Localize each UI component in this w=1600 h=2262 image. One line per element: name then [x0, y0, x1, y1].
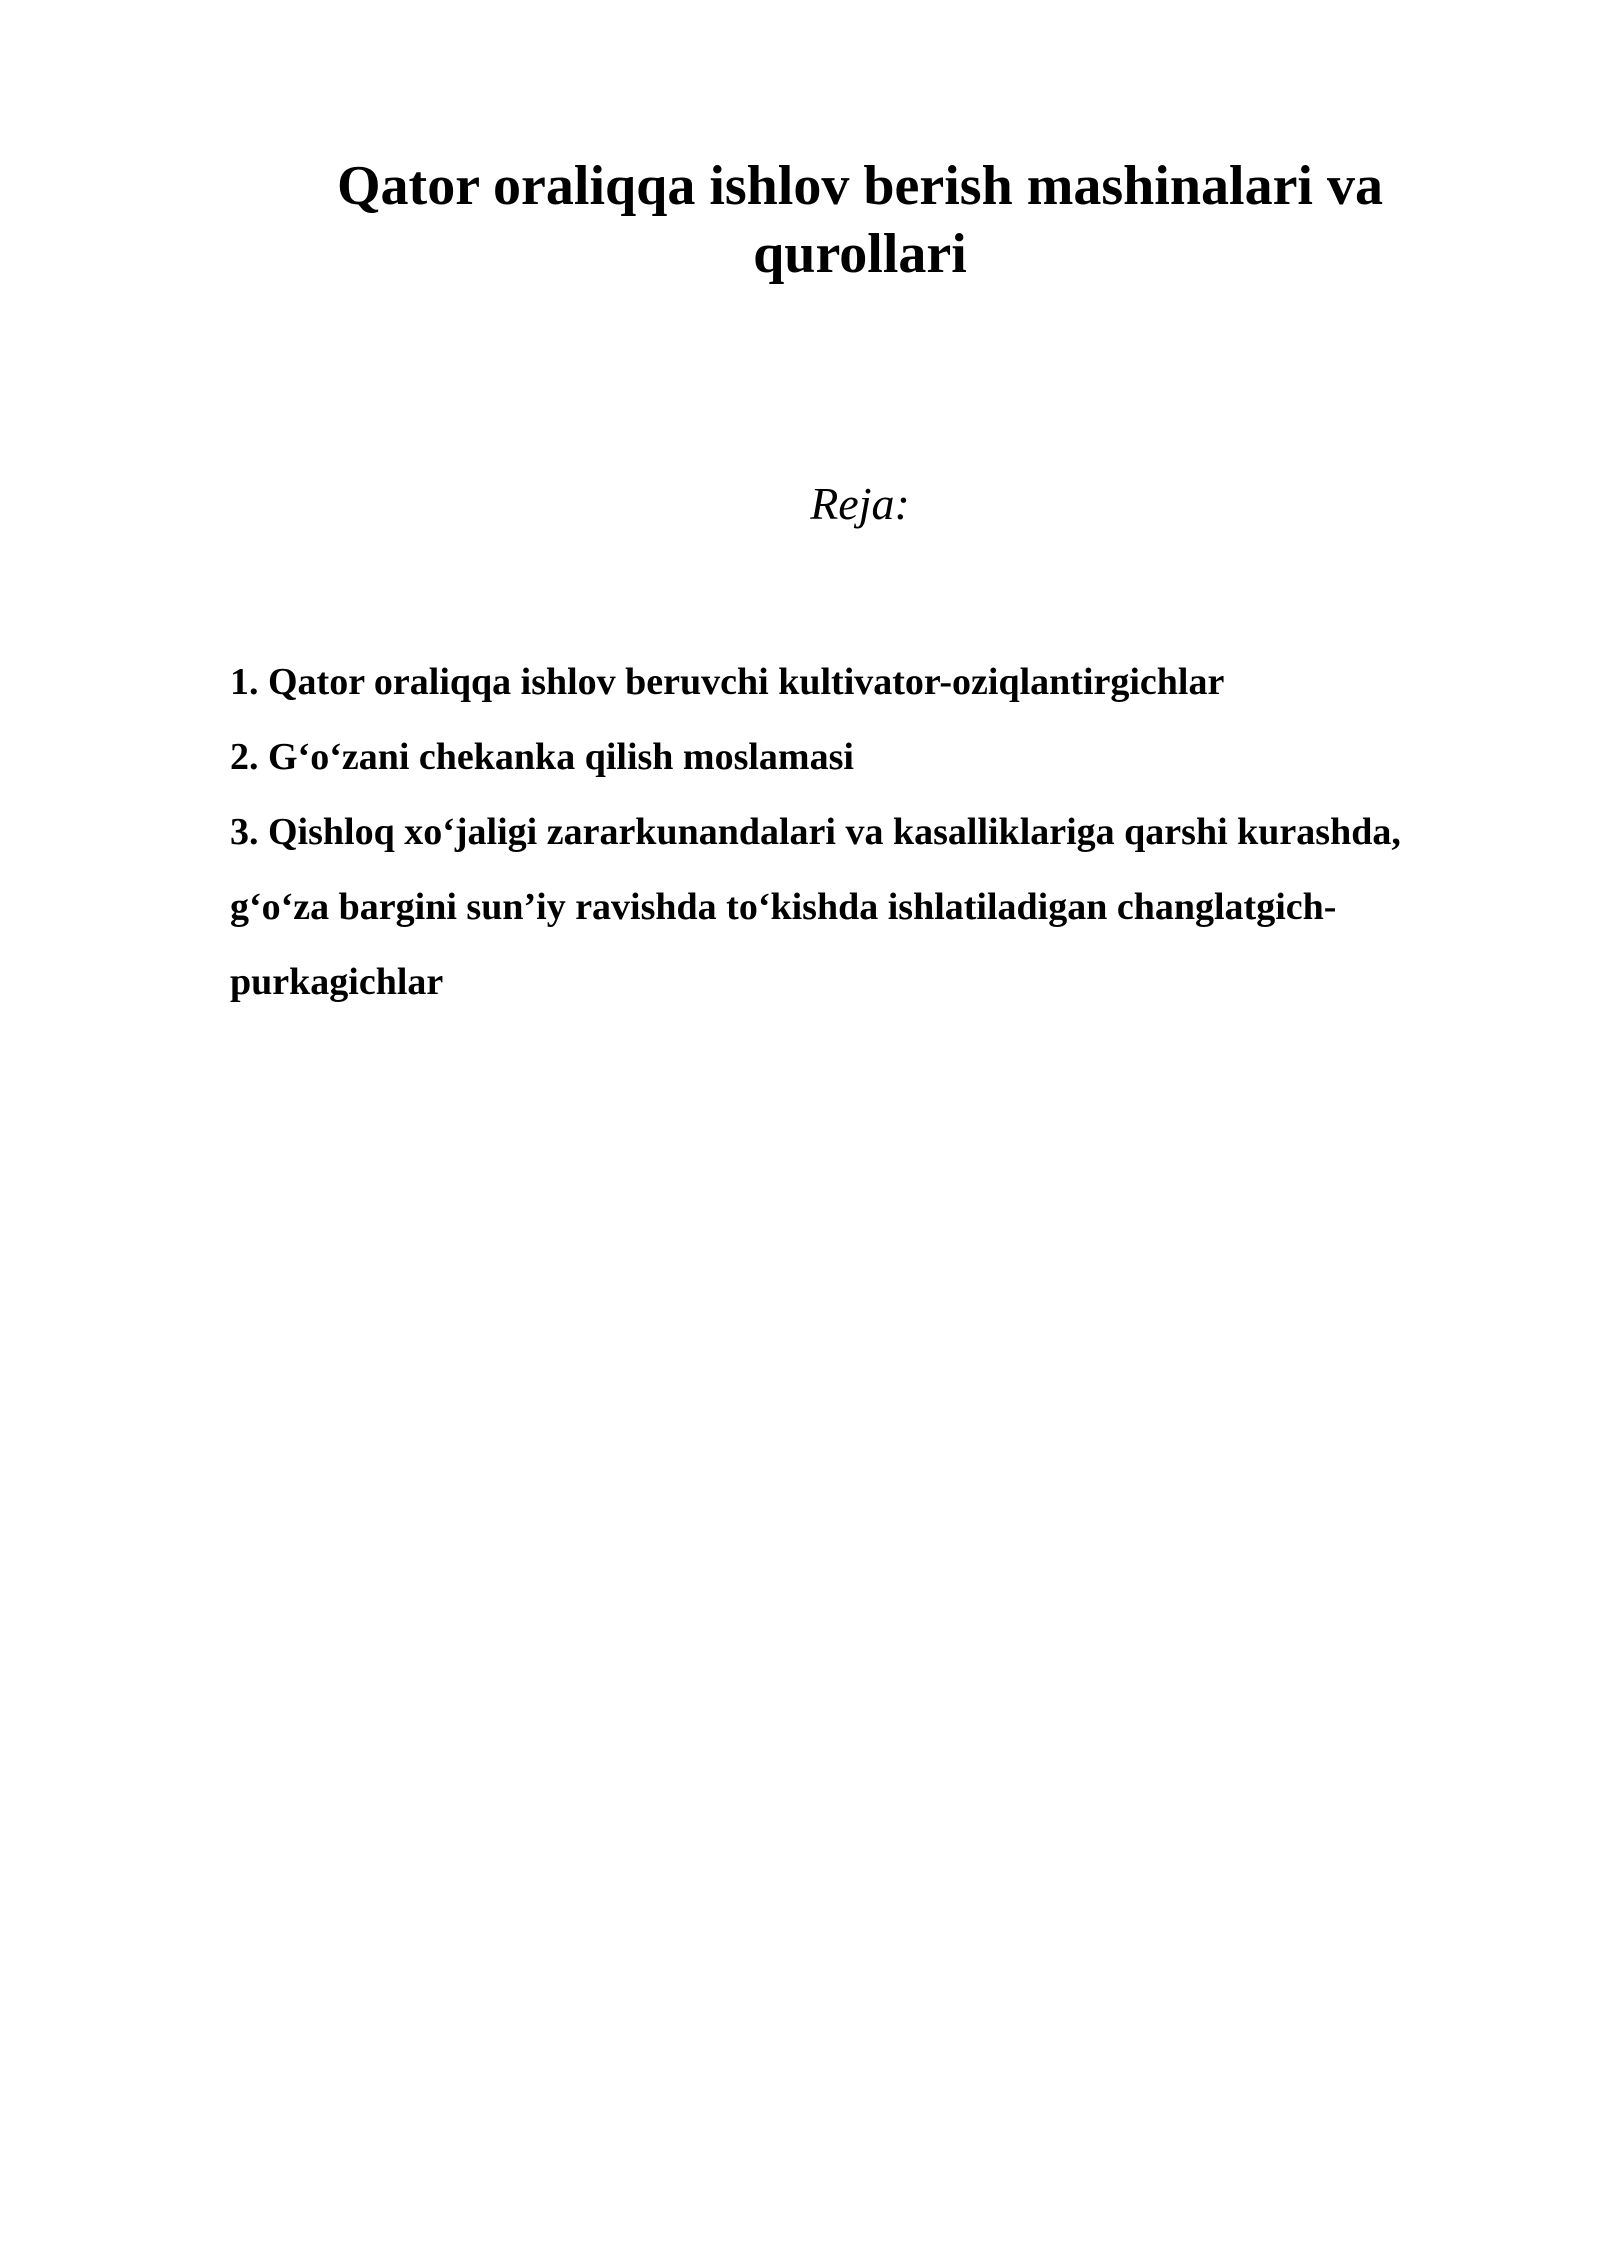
plan-item-3: 3. Qishloq xo‘jaligi zararkunandalari va kasalliklariga qarshi kurashda, g‘o‘za bargini sun’iy ravishda to‘kishda ishlatiladigan changlatgich-purkagichlar — [230, 811, 1401, 1003]
plan-heading: Reja: — [810, 478, 910, 529]
document-title: Qator oraliqqa ishlov berish mashinalari va qurollari — [337, 155, 1383, 285]
plan-item-2: 2. G‘o‘zani chekanka qilish moslamasi — [230, 736, 854, 778]
plan-item-1: 1. Qator oraliqqa ishlov beruvchi kultivator-oziqlantirgichlar — [230, 661, 1225, 703]
plan-list — [230, 645, 1470, 1020]
